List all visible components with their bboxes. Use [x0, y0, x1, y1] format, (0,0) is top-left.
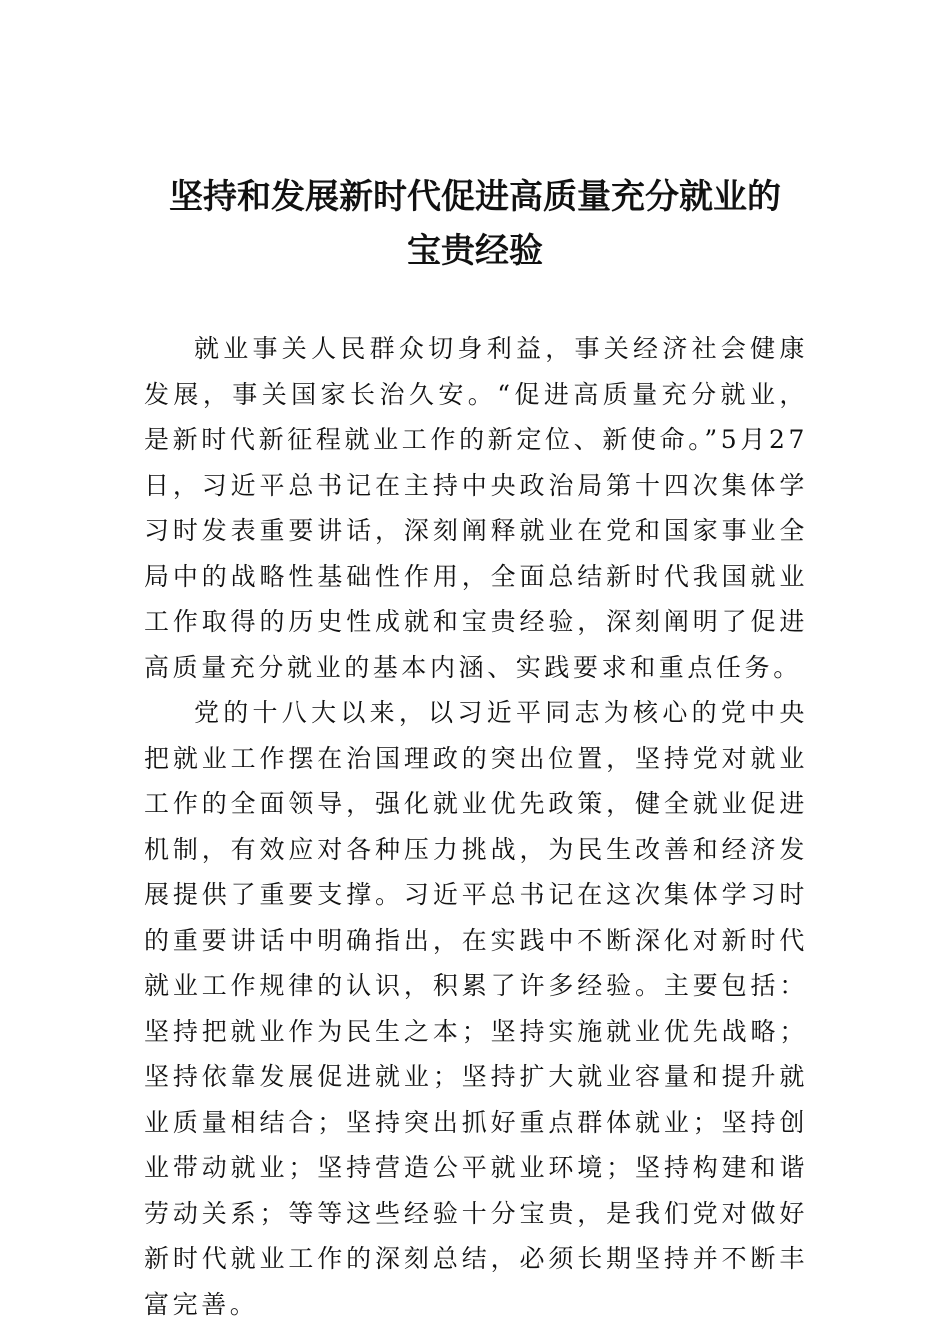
title-line-1: 坚持和发展新时代促进高质量充分就业的	[169, 177, 781, 217]
paragraph-1: 就业事关人民群众切身利益，事关经济社会健康发展，事关国家长治久安。“促进高质量充分就业，是新时代新征程就业工作的新定位、新使命。”5月27日，习近平总书记在主持中央政治局第十四次集体学习时发表重要讲话，深刻阐释就业在党和国家事业全局中的战略性基础性作用，全面总结新时代我国就业工作取得的历史性成就和宝贵经验，深刻阐明了促进高质量充分就业的基本内涵、实践要求和重点任务。	[144, 334, 808, 682]
title-line-2: 宝贵经验	[407, 231, 543, 271]
document-title	[130, 170, 820, 278]
document-body	[144, 326, 808, 1327]
paragraph-2: 党的十八大以来，以习近平同志为核心的党中央把就业工作摆在治国理政的突出位置，坚持党对就业工作的全面领导，强化就业优先政策，健全就业促进机制，有效应对各种压力挑战，为民生改善和经济发展提供了重要支撑。习近平总书记在这次集体学习时的重要讲话中明确指出，在实践中不断深化对新时代就业工作规律的认识，积累了许多经验。主要包括：坚持把就业作为民生之本；坚持实施就业优先战略；坚持依靠发展促进就业；坚持扩大就业容量和提升就业质量相结合；坚持突出抓好重点群体就业；坚持创业带动就业；坚持营造公平就业环境；坚持构建和谐劳动关系；等等这些经验十分宝贵，是我们党对做好新时代就业工作的深刻总结，必须长期坚持并不断丰富完善。	[144, 698, 808, 1319]
